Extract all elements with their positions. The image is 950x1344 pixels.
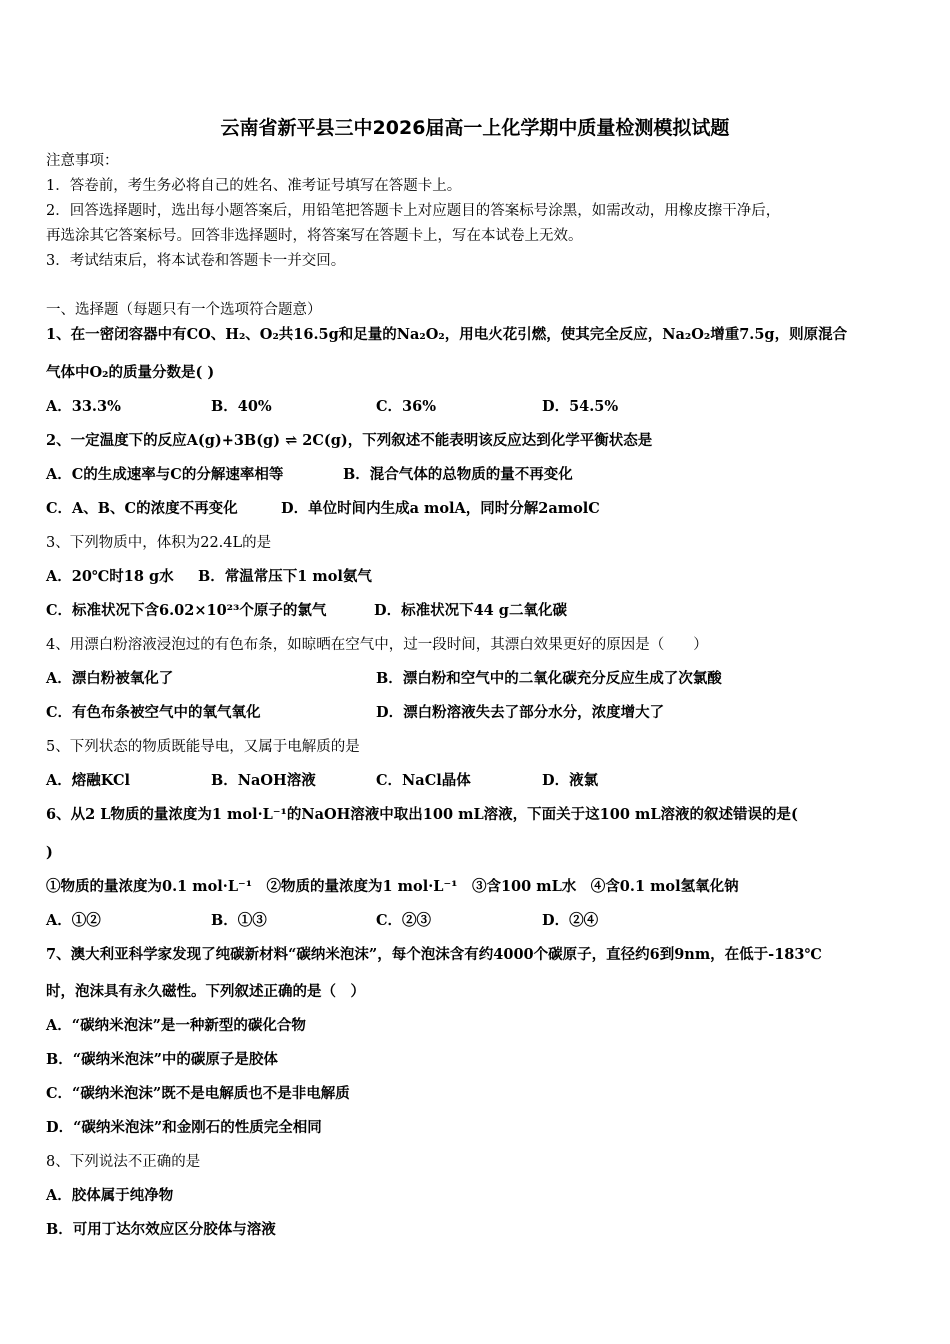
question-2-option-b: B．混合气体的总物质的量不再变化 [343, 466, 573, 483]
question-1-stem: 1、在一密闭容器中有CO、H₂、O₂共16.5g和足量的Na₂O₂，用电火花引燃，使其完全反应，Na₂O₂增重7.5g，则原混合 [46, 326, 848, 343]
question-3-option-a: A．20℃时18 g水 [46, 568, 174, 585]
question-3-stem: 3、下列物质中，体积为22.4L的是 [46, 535, 272, 551]
question-7-stem: 7、澳大利亚科学家发现了纯碳新材料“碳纳米泡沫”，每个泡沫含有约4000个碳原子，直径约6到9nm，在低于-183℃ [46, 946, 822, 963]
section-heading: 一、选择题（每题只有一个选项符合题意） [46, 302, 322, 318]
question-6-option-b: B．①③ [211, 912, 267, 929]
question-5-option-c: C．NaCl晶体 [376, 772, 471, 789]
question-5-option-d: D．液氯 [542, 772, 599, 789]
question-6-option-c: C．②③ [376, 912, 432, 929]
question-4-option-d: D．漂白粉溶液失去了部分水分，浓度增大了 [376, 704, 665, 721]
question-7-option-a: A．“碳纳米泡沫”是一种新型的碳化合物 [46, 1017, 306, 1034]
question-8-option-a: A．胶体属于纯净物 [46, 1187, 174, 1204]
question-4-option-a: A．漂白粉被氧化了 [46, 670, 174, 687]
question-2-option-a: A．C的生成速率与C的分解速率相等 [46, 466, 284, 483]
question-2-option-c: C．A、B、C的浓度不再变化 [46, 500, 238, 517]
question-4-option-b: B．漂白粉和空气中的二氧化碳充分反应生成了次氯酸 [376, 670, 722, 687]
question-6-option-a: A．①② [46, 912, 101, 929]
question-7-option-b: B．“碳纳米泡沫”中的碳原子是胶体 [46, 1051, 278, 1068]
question-3-option-c: C．标准状况下含6.02×10²³个原子的氯气 [46, 602, 327, 619]
question-5-option-b: B．NaOH溶液 [211, 772, 316, 789]
question-6-statements: ①物质的量浓度为0.1 mol·L⁻¹ ②物质的量浓度为1 mol·L⁻¹ ③含100 mL水 ④含0.1 mol氢氧化钠 [46, 878, 739, 895]
notice-item-3: 3．考试结束后，将本试卷和答题卡一并交回。 [46, 253, 346, 269]
notice-heading: 注意事项： [46, 153, 119, 169]
question-7-stem-cont: 时，泡沫具有永久磁性。下列叙述正确的是（ ） [46, 983, 365, 1000]
question-5-option-a: A．熔融KCl [46, 772, 131, 789]
question-6-option-d: D．②④ [542, 912, 599, 929]
question-5-stem: 5、下列状态的物质既能导电，又属于电解质的是 [46, 739, 360, 755]
question-7-option-c: C．“碳纳米泡沫”既不是电解质也不是非电解质 [46, 1085, 350, 1102]
question-1-option-d: D．54.5% [542, 398, 619, 415]
question-1-stem-cont: 气体中O₂的质量分数是( ) [46, 364, 215, 381]
question-1-option-c: C．36% [376, 398, 436, 415]
question-1-option-a: A．33.3% [46, 398, 121, 415]
question-6-stem: 6、从2 L物质的量浓度为1 mol·L⁻¹的NaOH溶液中取出100 mL溶液，下面关于这100 mL溶液的叙述错误的是( [46, 806, 798, 823]
question-4-option-c: C．有色布条被空气中的氧气氧化 [46, 704, 261, 721]
page-title: 云南省新平县三中2026届高一上化学期中质量检测模拟试题 [220, 117, 730, 139]
question-4-stem: 4、用漂白粉溶液浸泡过的有色布条，如晾晒在空气中，过一段时间，其漂白效果更好的原因是（ ） [46, 637, 708, 653]
question-3-option-d: D．标准状况下44 g二氧化碳 [374, 602, 567, 619]
question-1-option-b: B．40% [211, 398, 272, 415]
notice-item-2: 2．回答选择题时，选出每小题答案后，用铅笔把答题卡上对应题目的答案标号涂黑，如需改动，用橡皮擦干净后， [46, 203, 781, 219]
question-3-option-b: B．常温常压下1 mol氨气 [198, 568, 372, 585]
notice-item-1: 1．答卷前，考生务必将自己的姓名、准考证号填写在答题卡上。 [46, 178, 462, 194]
question-7-option-d: D．“碳纳米泡沫”和金刚石的性质完全相同 [46, 1119, 322, 1136]
question-2-stem: 2、一定温度下的反应A(g)+3B(g) ⇌ 2C(g)，下列叙述不能表明该反应达到化学平衡状态是 [46, 432, 653, 449]
question-8-option-b: B．可用丁达尔效应区分胶体与溶液 [46, 1221, 276, 1238]
notice-item-2-cont: 再选涂其它答案标号。回答非选择题时，将答案写在答题卡上，写在本试卷上无效。 [46, 228, 583, 244]
question-8-stem: 8、下列说法不正确的是 [46, 1154, 201, 1170]
question-2-option-d: D．单位时间内生成a molA，同时分解2amolC [281, 500, 600, 517]
question-6-stem-cont: ) [46, 844, 53, 861]
